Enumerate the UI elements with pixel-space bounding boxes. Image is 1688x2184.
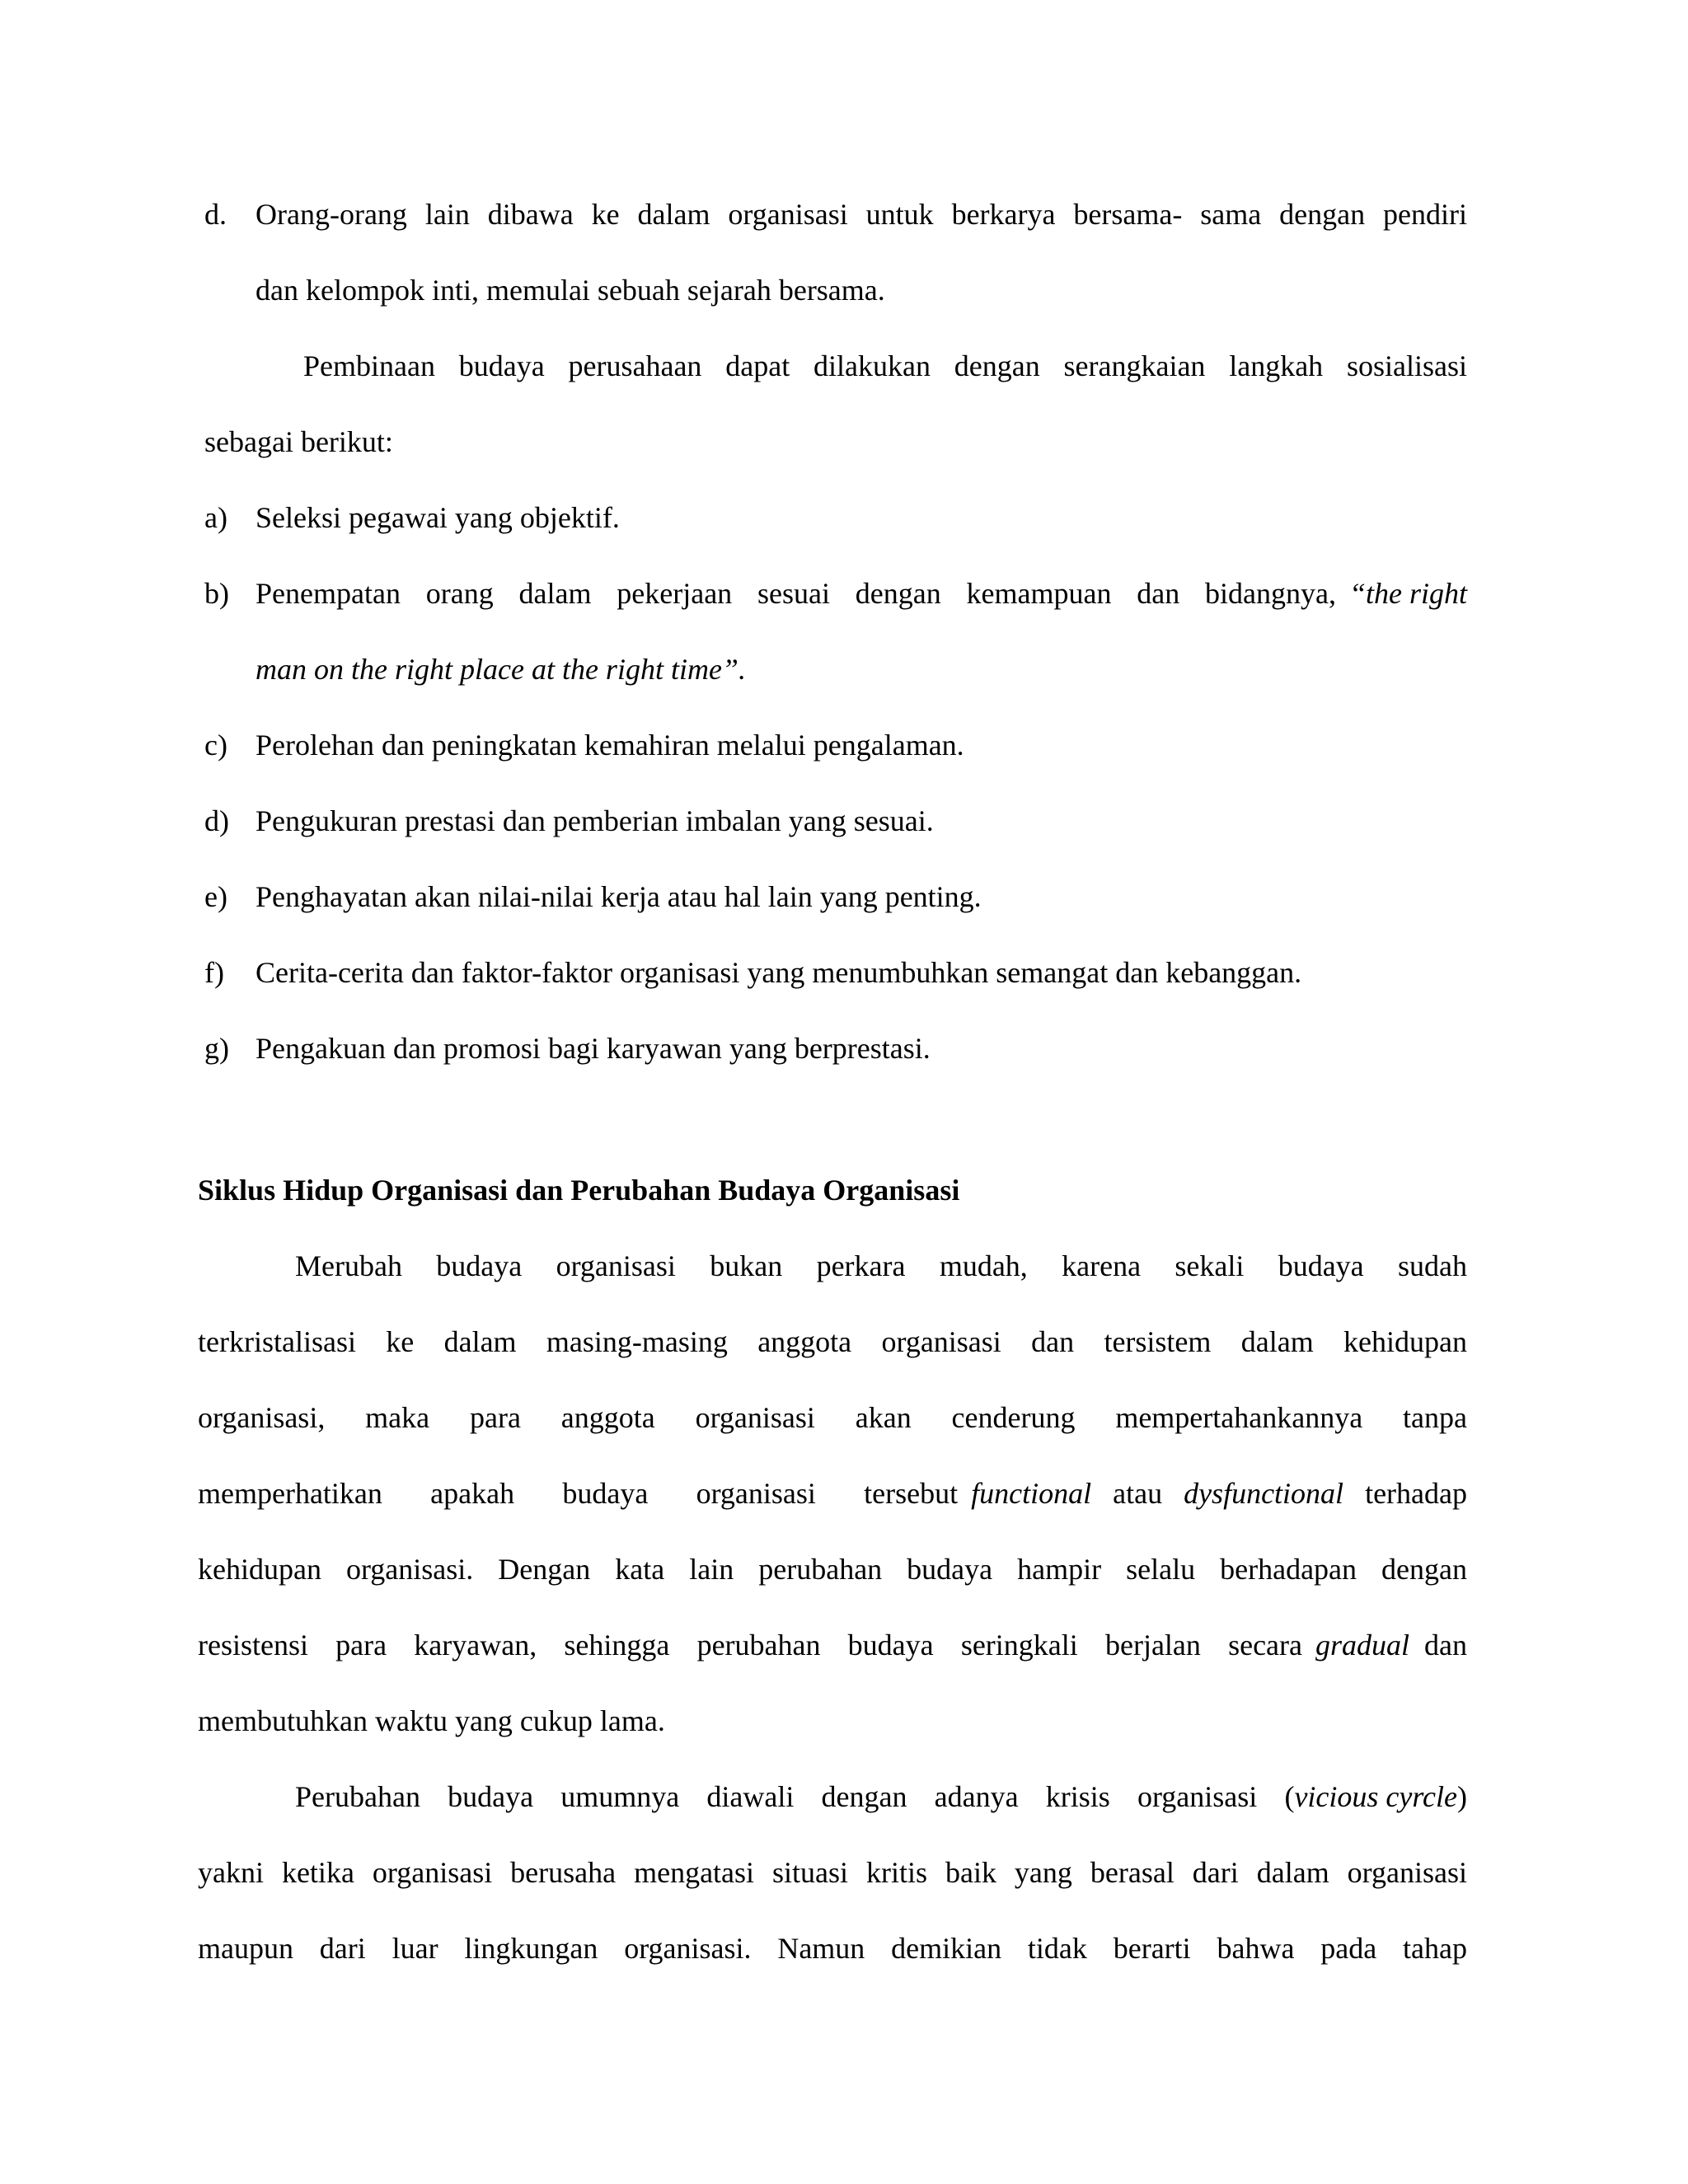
paragraph-text-plain: memperhatikan apakah budaya organisasi tersebut (198, 1477, 959, 1510)
list-marker: a) (204, 501, 227, 534)
list-marker: b) (204, 577, 229, 610)
section-heading-text: Siklus Hidup Organisasi dan Perubahan Budaya Organisasi (198, 1174, 960, 1207)
list-marker: g) (204, 1032, 229, 1065)
paragraph-text-plain: terhadap (1365, 1477, 1467, 1510)
list-item-text: Seleksi pegawai yang objektif. (256, 501, 620, 534)
italic-term: gradual (1315, 1629, 1410, 1661)
italic-term: vicious cyrcle (1294, 1780, 1457, 1813)
list-marker: f) (204, 956, 224, 989)
paragraph-text: yakni ketika organisasi berusaha mengatasi situasi kritis baik yang berasal dari dalam organisasi (198, 1856, 1467, 1889)
paragraph-text: sebagai berikut: (204, 425, 393, 458)
list-marker: c) (204, 729, 227, 762)
italic-term: functional (971, 1477, 1092, 1510)
list-item-text: Penghayatan akan nilai-nilai kerja atau hal lain yang penting. (256, 880, 982, 913)
list-marker: d) (204, 804, 229, 837)
paragraph-text (198, 1475, 1467, 1511)
paragraph-text-plain: dan (1424, 1629, 1467, 1661)
list-item-text (256, 575, 1467, 612)
paragraph-text: membutuhkan waktu yang cukup lama. (198, 1704, 665, 1737)
list-item-text: Perolehan dan peningkatan kemahiran melalui pengalaman. (256, 729, 964, 762)
paragraph-text: Merubah budaya organisasi bukan perkara mudah, karena sekali budaya sudah (295, 1249, 1467, 1282)
italic-quote: man on the right place at the right time”. (256, 653, 746, 686)
list-item-text: Pengakuan dan promosi bagi karyawan yang berprestasi. (256, 1032, 931, 1065)
list-item-text: dan kelompok inti, memulai sebuah sejarah bersama. (256, 274, 885, 307)
list-marker: d. (204, 198, 227, 231)
paragraph-text-plain: ) (1457, 1780, 1467, 1813)
paragraph-text (198, 1627, 1467, 1663)
italic-term: dysfunctional (1184, 1477, 1344, 1510)
paragraph-text: maupun dari luar lingkungan organisasi. Namun demikian tidak berarti bahwa pada tahap (198, 1932, 1467, 1965)
list-item-text: Cerita-cerita dan faktor-faktor organisasi yang menumbuhkan semangat dan kebanggan. (256, 956, 1302, 989)
paragraph-text-plain: Perubahan budaya umumnya diawali dengan adanya krisis organisasi ( (295, 1780, 1295, 1813)
paragraph-text (295, 1779, 1467, 1815)
list-item-text: Orang-orang lain dibawa ke dalam organisasi untuk berkarya bersama- sama dengan pendiri (256, 198, 1467, 231)
paragraph-text-plain: resistensi para karyawan, sehingga perubahan budaya seringkali berjalan secara (198, 1629, 1302, 1661)
paragraph-text: kehidupan organisasi. Dengan kata lain perubahan budaya hampir selalu berhadapan dengan (198, 1553, 1467, 1586)
list-item-text-plain: Penempatan orang dalam pekerjaan sesuai dengan kemampuan dan bidangnya, (256, 577, 1336, 610)
list-marker: e) (204, 880, 227, 913)
list-item-text: Pengukuran prestasi dan pemberian imbalan yang sesuai. (256, 804, 934, 837)
paragraph-text: organisasi, maka para anggota organisasi akan cenderung mempertahankannya tanpa (198, 1401, 1467, 1434)
paragraph-text-plain: atau (1113, 1477, 1163, 1510)
paragraph-text: Pembinaan budaya perusahaan dapat dilakukan dengan serangkaian langkah sosialisasi (303, 349, 1467, 382)
paragraph-text: terkristalisasi ke dalam masing-masing anggota organisasi dan tersistem dalam kehidupan (198, 1325, 1467, 1358)
italic-quote: “the right (1348, 577, 1467, 610)
